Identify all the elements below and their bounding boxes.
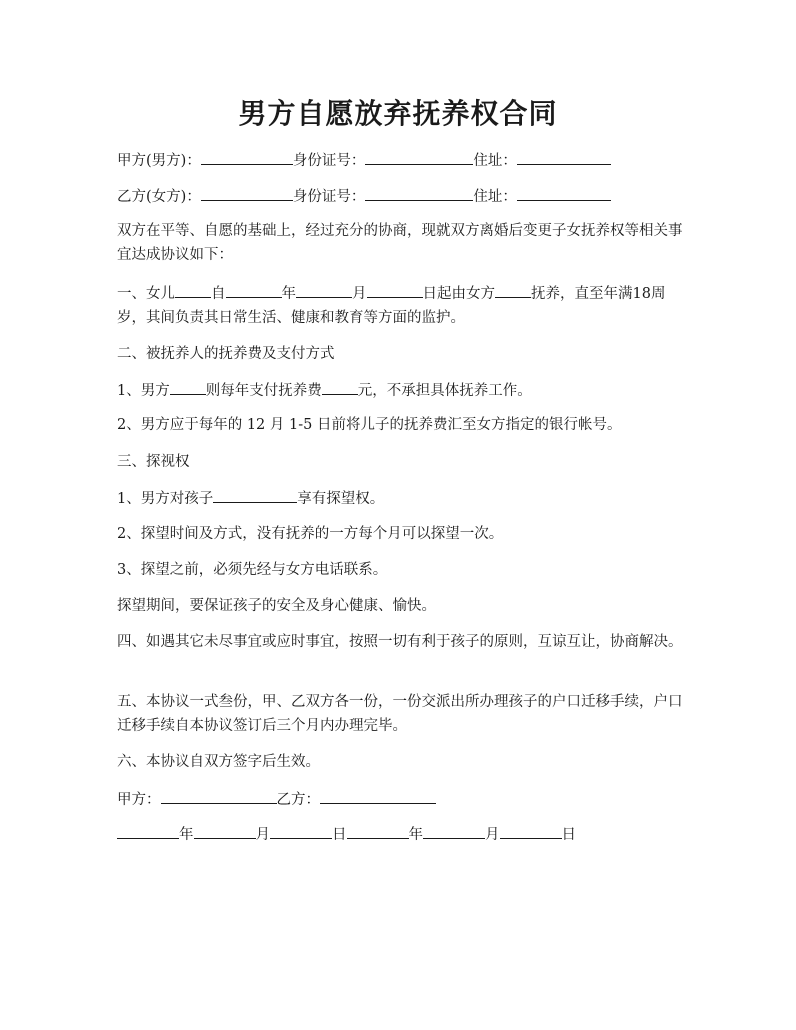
clause-2-1-text-1: 1、男方 [117, 383, 170, 399]
party-a-label: 甲方(男方)： [117, 153, 201, 169]
party-b-address-blank[interactable] [517, 184, 611, 201]
date-a-day-label: 日 [332, 827, 347, 843]
support-amount-blank[interactable] [322, 378, 358, 395]
party-b-id-blank[interactable] [365, 184, 473, 201]
clause-1-text-2: 自 [211, 286, 226, 302]
party-a-address-label: 住址： [473, 153, 517, 169]
clause-3-3: 3、探望之前，必须先经与女方电话联系。 [117, 562, 388, 578]
clause-4: 四、如遇其它未尽事宜或应时事宜，按照一切有利于孩子的原则，互谅互让，协商解决。 [117, 634, 683, 650]
date-a-year-label: 年 [179, 827, 194, 843]
date-b-day-blank[interactable] [500, 822, 562, 839]
date-a-day-blank[interactable] [270, 822, 332, 839]
clause-3-1-text-2: 享有探望权。 [297, 491, 385, 507]
clause-1-text-5: 日起由女方 [422, 286, 495, 302]
party-a-name-blank[interactable] [201, 148, 293, 165]
clause-3-1-text-1: 1、男方对孩子 [117, 491, 214, 507]
clause-2-1-text-2: 则每年支付抚养费 [205, 383, 322, 399]
intro-paragraph: 双方在平等、自愿的基础上，经过充分的协商，现就双方离婚后变更子女抚养权等相关事宜达成协议如下： [117, 223, 683, 263]
clause-2-2: 2、男方应于每年的 12 月 1-5 日前将儿子的抚养费汇至女方指定的银行帐号。 [117, 417, 622, 433]
clause-1-text-6: 抚养，直至年满18周岁，其间负责其日常生活、健康和教育等方面的监护。 [117, 286, 666, 326]
date-b-month-label: 月 [485, 827, 500, 843]
party-b-address-label: 住址： [473, 189, 517, 205]
party-a-id-blank[interactable] [365, 148, 473, 165]
document-title: 男方自愿放弃抚养权合同 [238, 97, 558, 130]
date-b-month-blank[interactable] [423, 822, 485, 839]
date-b-year-blank[interactable] [347, 822, 409, 839]
date-b-year-label: 年 [408, 827, 423, 843]
party-b-signature-label: 乙方： [276, 792, 320, 808]
day-blank[interactable] [367, 281, 423, 298]
year-blank[interactable] [226, 281, 282, 298]
date-a-month-blank[interactable] [194, 822, 256, 839]
clause-3-2: 2、探望时间及方式，没有抚养的一方每个月可以探望一次。 [117, 526, 504, 542]
clause-1-text-1: 一、女儿 [117, 286, 175, 302]
date-a-month-label: 月 [255, 827, 270, 843]
visitation-blank[interactable] [213, 486, 297, 503]
clause-3-1 [117, 486, 689, 511]
party-a-line [117, 148, 689, 173]
clause-6: 六、本协议自双方签字后生效。 [117, 754, 320, 770]
clause-2-1-text-3: 元，不承担具体抚养工作。 [357, 383, 532, 399]
party-b-label: 乙方(女方)： [117, 189, 201, 205]
party-a-address-blank[interactable] [517, 148, 611, 165]
month-blank[interactable] [296, 281, 352, 298]
clause-5: 五、本协议一式叁份，甲、乙双方各一份，一份交派出所办理孩子的户口迁移手续，户口迁移手续自本协议签订后三个月内办理完毕。 [117, 694, 683, 734]
party-a-id-label: 身份证号： [292, 153, 366, 169]
daughter-name-blank[interactable] [175, 281, 211, 298]
date-b-day-label: 日 [561, 827, 576, 843]
party-a-signature-blank[interactable] [161, 787, 277, 804]
clause-3-4: 探望期间，要保证孩子的安全及身心健康、愉快。 [117, 598, 436, 614]
clause-3-title: 三、探视权 [117, 454, 190, 470]
clause-2-title: 二、被抚养人的抚养费及支付方式 [117, 346, 335, 362]
party-b-line [117, 184, 689, 209]
party-b-id-label: 身份证号： [292, 189, 366, 205]
party-b-name-blank[interactable] [201, 184, 293, 201]
clause-1 [117, 281, 689, 330]
signature-line [117, 787, 689, 812]
clause-1-text-3: 年 [281, 286, 296, 302]
party-a-signature-label: 甲方： [117, 792, 161, 808]
father-name-blank[interactable] [170, 378, 206, 395]
mother-name-blank[interactable] [495, 281, 531, 298]
clause-2-1 [117, 378, 689, 403]
party-b-signature-blank[interactable] [320, 787, 436, 804]
date-a-year-blank[interactable] [117, 822, 179, 839]
clause-1-text-4: 月 [352, 286, 367, 302]
date-line [117, 822, 689, 847]
